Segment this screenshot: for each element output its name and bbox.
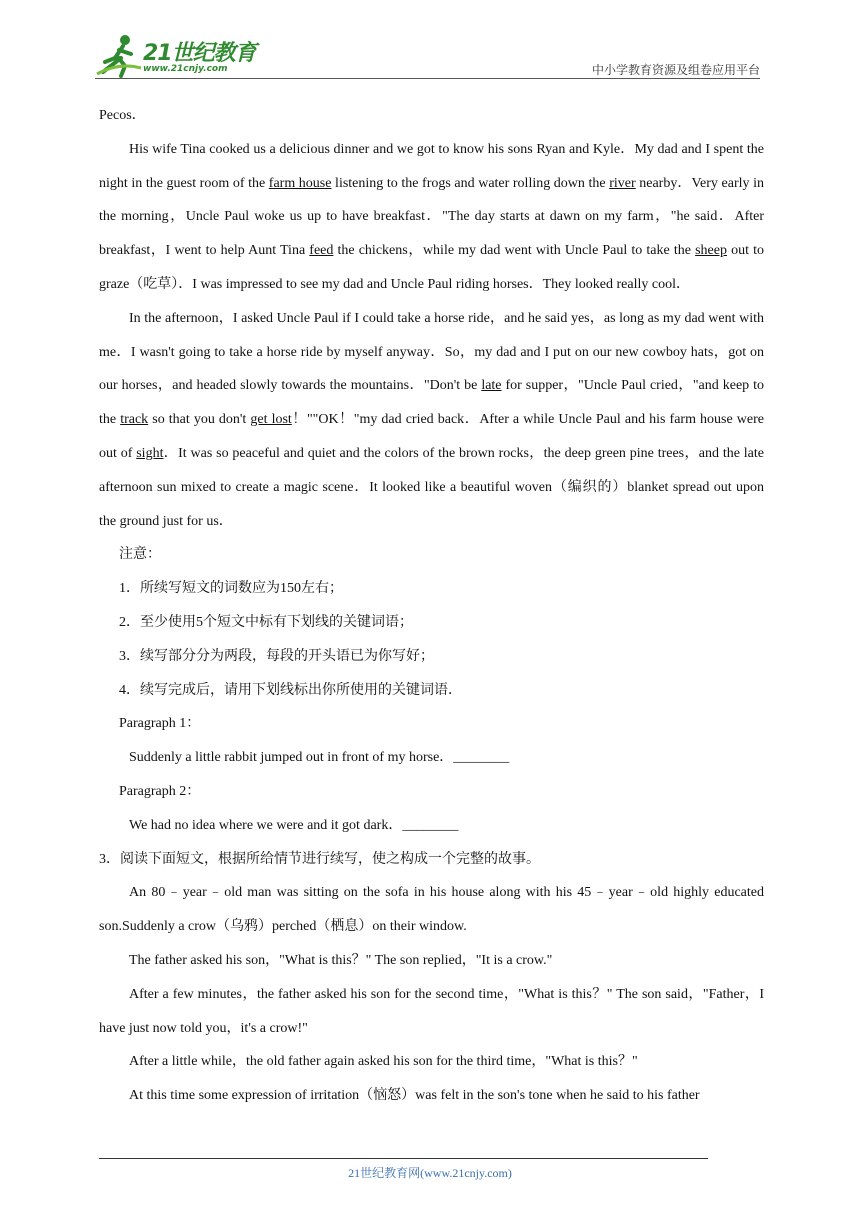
q3-paragraph: The father asked his son，"What is this？" The son replied，"It is a crow." <box>129 952 553 968</box>
paragraph-1-opening: Suddenly a little rabbit jumped out in front of my horse．________ <box>129 750 510 766</box>
keyword-underlined: sight <box>136 445 164 461</box>
runner-icon <box>95 32 143 78</box>
paragraph-1-label: Paragraph 1： <box>119 716 201 732</box>
header-divider <box>95 78 760 79</box>
note-item: 4．续写完成后，请用下划线标出你所使用的关键词语． <box>119 682 462 698</box>
text-run: listening to the frogs and water rolling down the <box>331 175 610 191</box>
keyword-underlined: river <box>609 175 636 191</box>
text-run: ！""OK！"my dad cried back．After a while Uncle Paul and his farm house were out of <box>99 412 764 461</box>
passage-fragment: Pecos． <box>99 108 146 123</box>
keyword-underlined: track <box>120 412 149 428</box>
q3-paragraph: At this time some expression of irritation（恼怒）was felt in the son's tone when he said to his father <box>129 1088 700 1104</box>
page-header <box>95 30 760 80</box>
site-logo <box>95 32 265 78</box>
logo-url: www.21cnjy.com <box>143 64 228 74</box>
text-run: the chickens，while my dad went with Uncle Paul to take the <box>333 243 696 259</box>
paragraph-2-label: Paragraph 2： <box>119 783 201 799</box>
keyword-underlined: sheep <box>695 243 727 259</box>
passage-paragraph-2 <box>99 302 764 539</box>
keyword-underlined: get lost <box>250 412 292 428</box>
keyword-underlined: late <box>481 378 502 394</box>
note-item: 3．续写部分分为两段，每段的开头语已为你写好； <box>119 648 434 664</box>
document-body <box>99 99 764 1113</box>
q3-paragraph: An 80﹣year﹣old man was sitting on the sofa in his house along with his 45﹣year﹣old highly educated son.Suddenly a crow（乌鸦）perched（栖息）on their window. <box>99 885 764 935</box>
question-3-title: 3．阅读下面短文，根据所给情节进行续写，使之构成一个完整的故事。 <box>99 851 540 867</box>
note-item: 2．至少使用5个短文中标有下划线的关键词语； <box>119 614 413 630</box>
text-run: His wife Tina cooked us a delicious dinner and we got to know his sons Ryan and Kyle．My dad and I spent the night in the guest room of the <box>99 141 764 191</box>
text-run: nearby．Very early in the morning，Uncle Paul woke us up to have breakfast．"The day starts at dawn on my farm，"he said．After breakfast，I went to help Aunt Tina <box>99 175 764 259</box>
passage-paragraph-1 <box>99 133 764 302</box>
notes-title: 注意： <box>119 547 161 563</box>
footer-divider <box>99 1158 708 1159</box>
header-platform-name: 中小学教育资源及组卷应用平台 <box>591 63 760 77</box>
q3-paragraph: After a few minutes，the father asked his son for the second time，"What is this？" The son said，"Father，I have just now told you，it's a crow!" <box>99 986 764 1036</box>
text-run: for supper，"Uncle Paul cried，"and keep to the <box>99 378 764 428</box>
text-run: ．It was so peaceful and quiet and the colors of the brown rocks，the deep green pine trees，and the late afternoon sun mixed to create a magic scene．It looked like a beautiful woven（编织的）blanket spread out upon the ground just for us． <box>99 445 764 529</box>
text-run: In the afternoon，I asked Uncle Paul if I could take a horse ride，and he said yes，as long as my dad went with me．I wasn't going to take a horse ride by myself anyway．So，my dad and I put on our new cowboy hats，got on our horses，and headed slowly towards the mountains．"Don't be <box>99 310 764 394</box>
keyword-underlined: feed <box>309 243 334 259</box>
logo-text: 21世纪教育 <box>143 41 256 66</box>
note-item: 1．所续写短文的词数应为150左右； <box>119 581 343 597</box>
text-run: out to graze（吃草）．I was impressed to see my dad and Uncle Paul riding horses．They looked really cool． <box>99 243 765 292</box>
text-run: so that you don't <box>148 412 251 428</box>
page-footer[interactable]: 21世纪教育网(www.21cnjy.com) <box>348 1166 512 1180</box>
paragraph-2-opening: We had no idea where we were and it got dark．________ <box>129 817 459 833</box>
keyword-underlined: farm house <box>268 175 332 191</box>
q3-paragraph: After a little while，the old father again asked his son for the third time，"What is this？" <box>129 1054 638 1070</box>
